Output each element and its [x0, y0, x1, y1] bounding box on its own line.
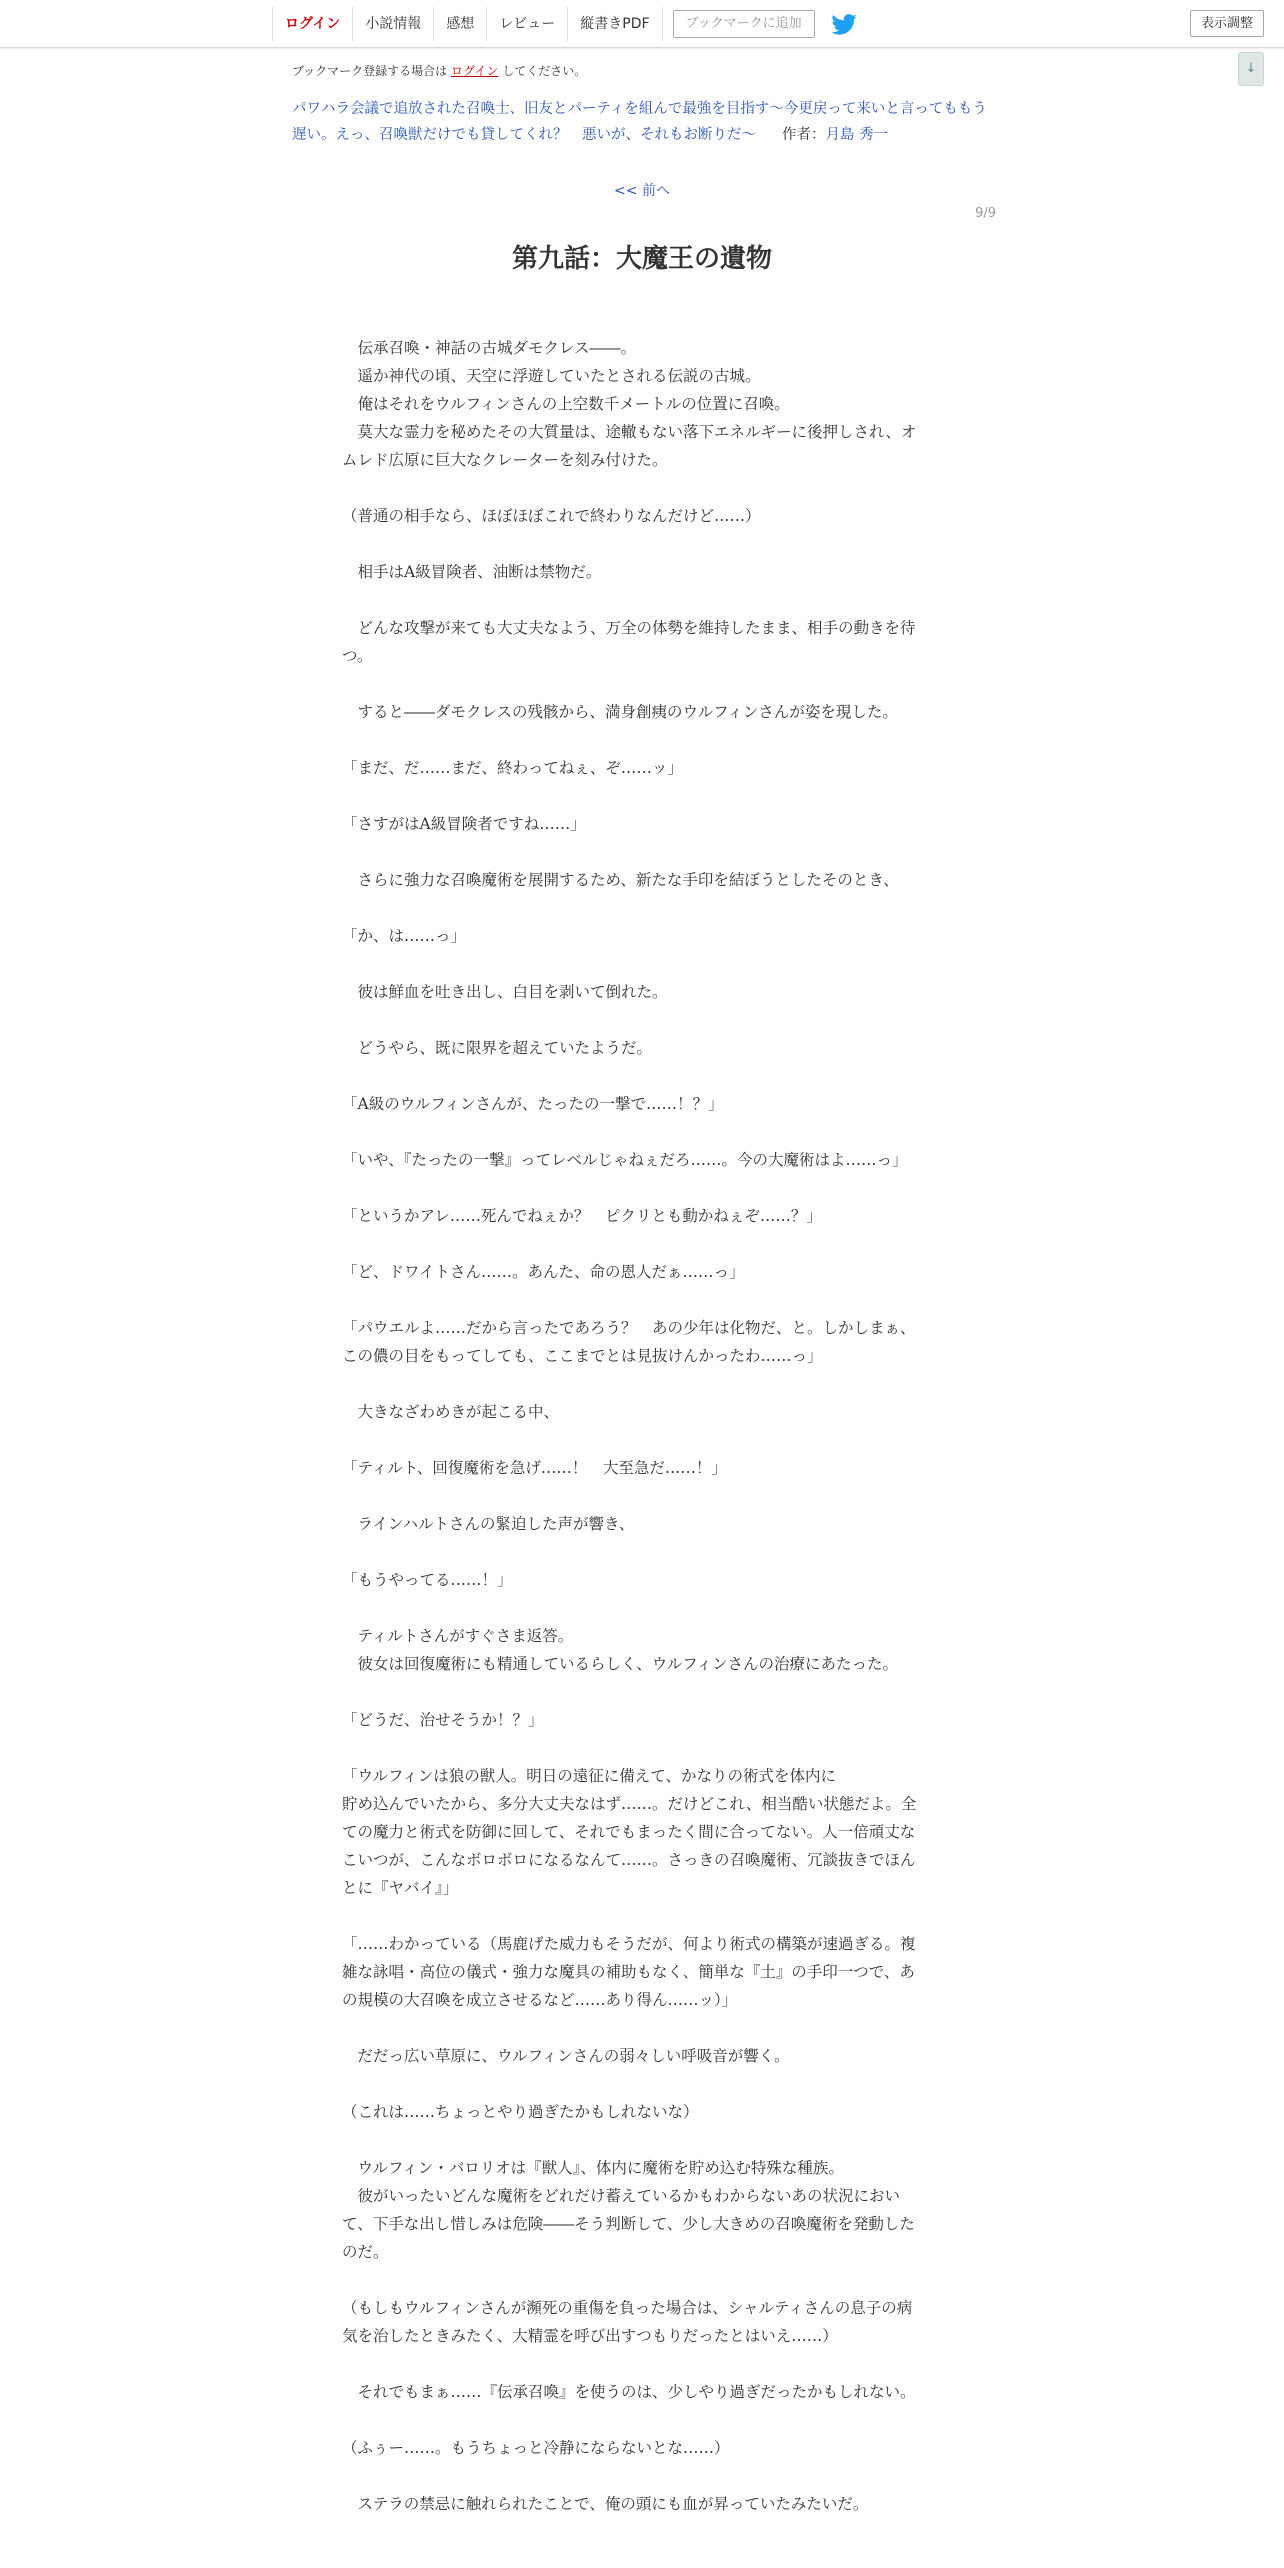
blank-line	[342, 2350, 942, 2378]
blank-line	[342, 670, 942, 698]
body-line: 「もうやってる……！」	[342, 1571, 513, 1589]
body-line: 「いや、『たったの一撃』ってレベルじゃねぇだろ……。今の大魔術はよ……っ」	[342, 1151, 908, 1169]
blank-line	[342, 2266, 942, 2294]
bookmark-note-suffix: してください。	[502, 64, 587, 78]
main-nav	[272, 7, 859, 41]
blank-line	[342, 1734, 942, 1762]
nav-login-link[interactable]: ログイン	[272, 7, 352, 41]
body-line: 「まだ、だ……まだ、終わってねぇ、ぞ……ッ」	[342, 759, 683, 777]
blank-line	[342, 2462, 942, 2490]
body-line: のだ。	[342, 2243, 389, 2261]
body-line: 雑な詠唱・高位の儀式・強力な魔具の補助もなく、簡単な『土』の手印一つで、あ	[342, 1963, 915, 1981]
body-line: 相手はA級冒険者、油断は禁物だ。	[342, 563, 602, 581]
blank-line	[342, 2070, 942, 2098]
blank-line	[342, 838, 942, 866]
body-line: ラインハルトさんの緊迫した声が響き、	[342, 1515, 635, 1533]
blank-line	[342, 1426, 942, 1454]
blank-line	[342, 1902, 942, 1930]
body-line: （普通の相手なら、ほぼほぼこれで終わりなんだけど……）	[342, 507, 761, 525]
chapter-title: 第九話：大魔王の遺物	[511, 244, 772, 274]
chapter-body	[342, 334, 942, 2518]
body-line: 遥か神代の頃、天空に浮遊していたとされる伝説の古城。	[342, 367, 761, 385]
blank-line	[342, 530, 942, 558]
author-link[interactable]: 月島 秀一	[825, 127, 889, 143]
body-line: ムレド広原に巨大なクレーターを刻み付けた。	[342, 451, 668, 469]
blank-line	[342, 950, 942, 978]
body-line: 「A級のウルフィンさんが、たったの一撃で……！？」	[342, 1095, 724, 1113]
twitter-bird-icon	[831, 14, 857, 35]
blank-line	[342, 1370, 942, 1398]
blank-line	[342, 1538, 942, 1566]
blank-line	[342, 726, 942, 754]
body-line: どうやら、既に限界を超えていたようだ。	[342, 1039, 653, 1057]
blank-line	[342, 1286, 942, 1314]
novel-title-link[interactable]: パワハラ会議で追放された召喚士、旧友とパーティを組んで最強を目指す～今更戻って来いと言ってももう遅い。えっ、召喚獣だけでも貸してくれ？ 悪いが、それもお断りだ～	[292, 101, 987, 143]
blank-line	[342, 894, 942, 922]
body-line: 莫大な霊力を秘めたその大質量は、途轍もない落下エネルギーに後押しされ、オ	[342, 423, 917, 441]
body-line: 「ど、ドワイトさん……。あんた、命の恩人だぁ……っ」	[342, 1263, 745, 1281]
body-line: 彼がいったいどんな魔術をどれだけ蓄えているかもわからないあの状況におい	[342, 2187, 901, 2205]
body-line: （これは……ちょっとやり過ぎたかもしれないな）	[342, 2103, 699, 2121]
body-line: 彼女は回復魔術にも精通しているらしく、ウルフィンさんの治療にあたった。	[342, 1655, 898, 1673]
blank-line	[342, 1230, 942, 1258]
blank-line	[342, 2406, 942, 2434]
blank-line	[342, 1062, 942, 1090]
twitter-share-link[interactable]	[831, 12, 859, 36]
author-label: 作者：	[782, 127, 826, 143]
blank-line	[342, 2014, 942, 2042]
blank-line	[342, 1118, 942, 1146]
body-line: （もしもウルフィンさんが瀕死の重傷を負った場合は、シャルティさんの息子の病	[342, 2299, 913, 2317]
blank-line	[342, 1006, 942, 1034]
blank-line	[342, 586, 942, 614]
body-line: 気を治したときみたく、大精霊を呼び出すつもりだったとはいえ……）	[342, 2327, 838, 2345]
body-line: 「……わかっている（馬鹿げた威力もそうだが、何より術式の構築が速過ぎる。複	[342, 1935, 916, 1953]
nav-impressions-link[interactable]: 感想	[433, 7, 486, 41]
body-line: 大きなざわめきが起こる中、	[342, 1403, 560, 1421]
body-line: て、下手な出し惜しみは危険――そう判断して、少し大きめの召喚魔術を発動した	[342, 2215, 915, 2233]
bookmark-login-note	[292, 62, 586, 79]
scroll-down-button[interactable]: ↓	[1238, 52, 1264, 86]
body-line: すると――ダモクレスの残骸から、満身創痍のウルフィンさんが姿を現した。	[342, 703, 898, 721]
body-line: だだっ広い草原に、ウルフィンさんの弱々しい呼吸音が響く。	[342, 2047, 790, 2065]
body-line: ティルトさんがすぐさま返答。	[342, 1627, 574, 1645]
body-line: どんな攻撃が来ても大丈夫なよう、万全の体勢を維持したまま、相手の動きを待	[342, 619, 916, 637]
nav-novel-info-link[interactable]: 小説情報	[352, 7, 433, 41]
top-navigation-bar	[0, 0, 1284, 48]
blank-line	[342, 1482, 942, 1510]
nav-review-link[interactable]: レビュー	[486, 7, 567, 41]
body-line: この儂の目をもってしても、ここまでとは見抜けんかったわ……っ」	[342, 1347, 823, 1365]
bookmark-note-prefix: ブックマーク登録する場合は	[292, 64, 448, 78]
body-line: 「さすがはA級冒険者ですね……」	[342, 815, 586, 833]
nav-vertical-pdf-link[interactable]: 縦書きPDF	[567, 7, 662, 41]
bookmark-note-login-link[interactable]: ログイン	[451, 64, 499, 78]
blank-line	[342, 1678, 942, 1706]
body-line: 「ウルフィンは狼の獣人。明日の遠征に備えて、かなりの術式を体内に	[342, 1767, 836, 1785]
previous-episode-link[interactable]: << 前へ	[614, 183, 670, 199]
body-line: ステラの禁忌に触れられたことで、俺の頭にも血が昇っていたみたいだ。	[342, 2495, 869, 2513]
blank-line	[342, 1594, 942, 1622]
add-bookmark-button[interactable]: ブックマークに追加	[673, 10, 815, 38]
body-line: こいつが、こんなボロボロになるなんて……。さっきの召喚魔術、冗談抜きでほん	[342, 1851, 916, 1869]
body-line: （ふぅー……。もうちょっと冷静にならないとな……）	[342, 2439, 730, 2457]
body-line: つ。	[342, 647, 373, 665]
episode-counter: 9/9	[975, 206, 996, 221]
body-line: 「か、は……っ」	[342, 927, 467, 945]
body-line: の規模の大召喚を成立させるなど……あり得ん……ッ）」	[342, 1991, 738, 2009]
body-line: 貯め込んでいたから、多分大丈夫なはず……。だけどこれ、相当酷い状態だよ。全	[342, 1795, 917, 1813]
body-line: 「パウエルよ……だから言ったであろう？ あの少年は化物だ、と。しかしまぁ、	[342, 1319, 916, 1337]
body-line: 「というかアレ……死んでねぇか？ ピクリとも動かねぇぞ……？」	[342, 1207, 822, 1225]
body-line: ウルフィン・バロリオは『獣人』、体内に魔術を貯め込む特殊な種族。	[342, 2159, 844, 2177]
body-line: 俺はそれをウルフィンさんの上空数千メートルの位置に召喚。	[342, 395, 790, 413]
body-line: それでもまぁ……『伝承召喚』を使うのは、少しやり過ぎだったかもしれない。	[342, 2383, 916, 2401]
body-line: 伝承召喚・神話の古城ダモクレス――。	[342, 339, 637, 357]
body-line: 「ティルト、回復魔術を急げ……！ 大至急だ……！」	[342, 1459, 727, 1477]
blank-line	[342, 2126, 942, 2154]
body-line: とに『ヤバイ』」	[342, 1879, 459, 1897]
novel-title-block	[292, 96, 988, 148]
body-line: さらに強力な召喚魔術を展開するため、新たな手印を結ぼうとしたそのとき、	[342, 871, 899, 889]
body-line: ての魔力と術式を防御に回して、それでもまったく間に合ってない。人一倍頑丈な	[342, 1823, 916, 1841]
body-line: 「どうだ、治せそうか！？」	[342, 1711, 544, 1729]
blank-line	[342, 1174, 942, 1202]
blank-line	[342, 474, 942, 502]
display-adjust-button[interactable]: 表示調整	[1190, 10, 1264, 37]
body-line: 彼は鮮血を吐き出し、白目を剥いて倒れた。	[342, 983, 668, 1001]
blank-line	[342, 782, 942, 810]
